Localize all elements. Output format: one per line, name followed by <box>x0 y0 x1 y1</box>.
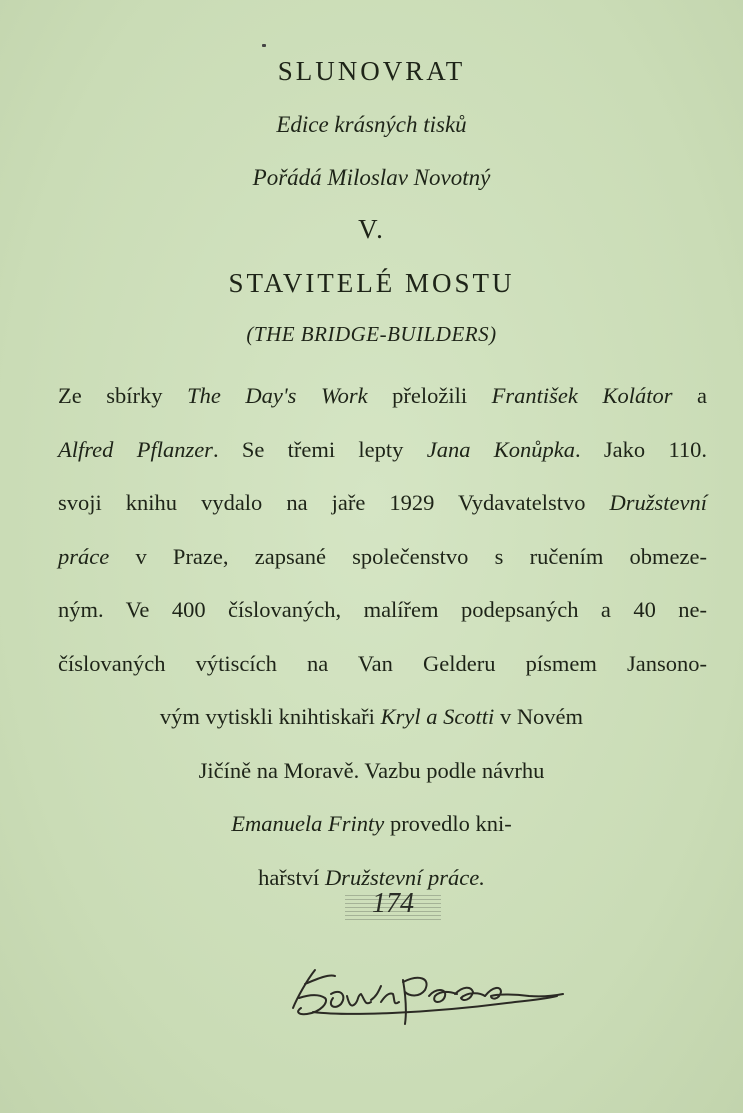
colophon-line <box>0 423 743 477</box>
colophon-text <box>0 369 743 904</box>
text-run: Jana Konůpka <box>426 436 575 462</box>
text-run: . Se třemi lepty <box>212 436 427 462</box>
colophon-line: Jičíně na Moravě. Vazbu podle návrhu <box>198 757 545 783</box>
book-title: STAVITELÉ MOSTU <box>228 268 515 298</box>
colophon-line <box>0 530 743 584</box>
text-run: Emanuela Frinty <box>231 811 385 836</box>
artist-signature <box>285 950 585 1030</box>
colophon-line <box>0 797 743 851</box>
text-run: Družstevní <box>609 490 707 515</box>
text-run: a <box>672 383 707 408</box>
text-run: . Jako 110. <box>575 436 707 462</box>
volume-number: V. <box>358 214 385 244</box>
text-run: Alfred Pflanzer <box>58 436 213 462</box>
editor-line: Pořádá Miloslav Novotný <box>252 165 491 190</box>
text-run: The Day's Work <box>187 383 368 408</box>
colophon-line <box>0 690 743 744</box>
text-run: svoji knihu vydalo na jaře 1929 Vydavatelstvo <box>58 490 610 515</box>
text-run: František Kolátor <box>491 383 673 408</box>
colophon-line: číslovaných výtiscích na Van Gelderu písmem Jansono- <box>58 650 707 676</box>
text-run: vým vytiskli knihtiskaři <box>159 704 381 729</box>
colophon-line: ným. Ve 400 číslovaných, malířem podepsaných a 40 ne- <box>58 597 707 622</box>
copy-number: 174 <box>372 888 414 919</box>
text-run: přeložili <box>367 383 492 408</box>
text-run: Ze sbírky <box>58 383 188 408</box>
book-subtitle: (THE BRIDGE-BUILDERS) <box>246 322 497 346</box>
series-title: SLUNOVRAT <box>277 56 466 86</box>
printers-mark <box>262 44 266 47</box>
text-run: Kryl a Scotti <box>380 704 495 729</box>
colophon-line <box>0 369 743 423</box>
text-run: práce <box>58 543 110 569</box>
text-run: provedlo kni- <box>384 811 512 836</box>
text-run: v Praze, zapsané společenstvo s ručením obmeze- <box>109 543 707 569</box>
text-run: Družstevní práce. <box>324 864 485 890</box>
colophon-line <box>0 476 743 530</box>
text-run: hařství <box>258 864 325 890</box>
edition-line: Edice krásných tisků <box>276 112 467 137</box>
text-run: v Novém <box>494 704 584 729</box>
